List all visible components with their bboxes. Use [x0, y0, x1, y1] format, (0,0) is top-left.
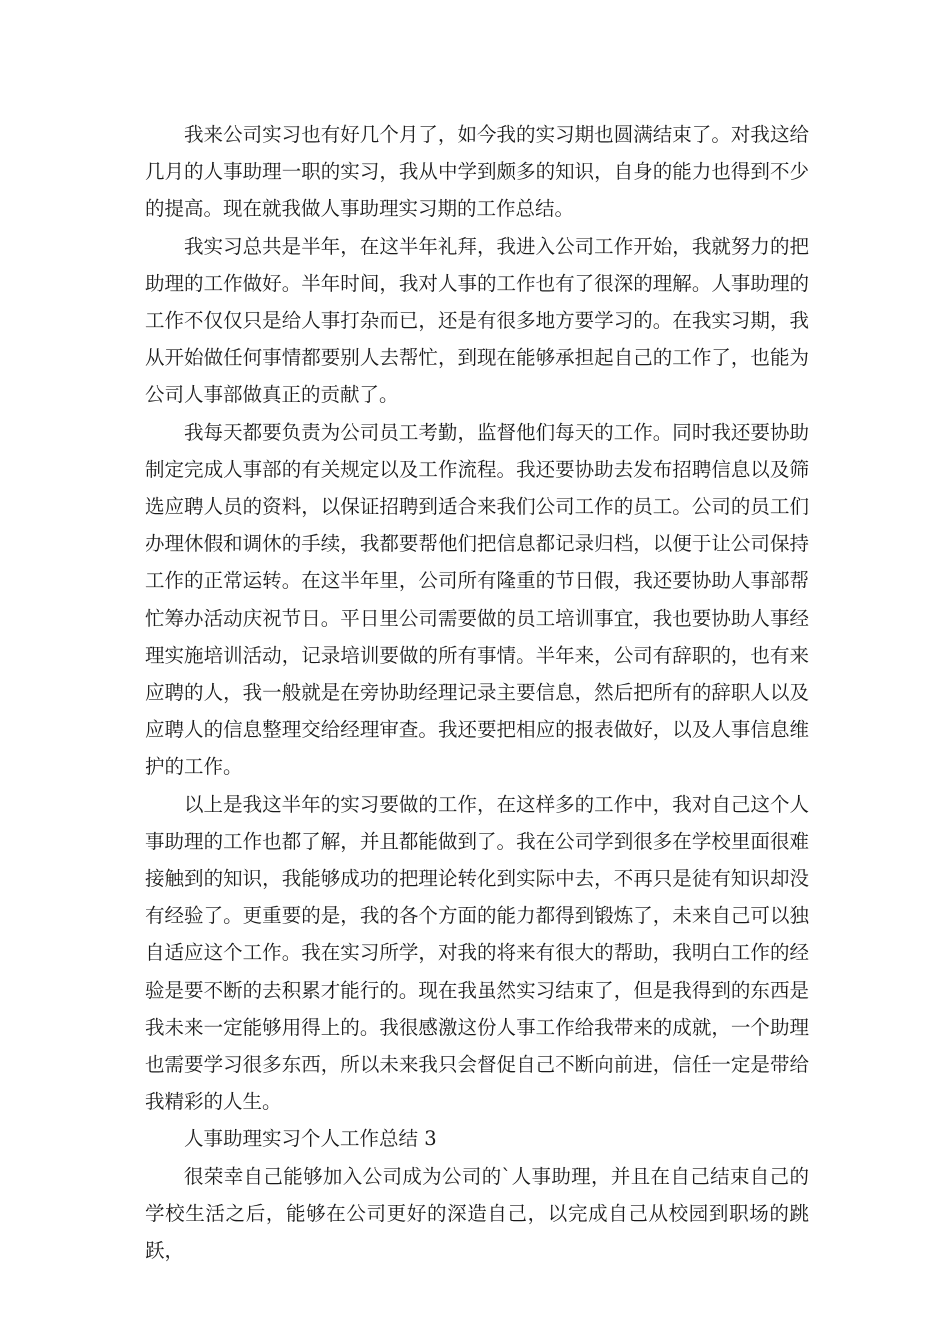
paragraph-2: 我实习总共是半年，在这半年礼拜，我进入公司工作开始，我就努力的把助理的工作做好。半年时间，我对人事的工作也有了很深的理解。人事助理的工作不仅仅只是给人事打杂而已，还是有很多地方要学习的。在我实习期，我从开始做任何事情都要别人去帮忙，到现在能够承担起自己的工作了，也能为公司人事部做真正的贡献了。: [145, 234, 809, 407]
paragraph-1: 我来公司实习也有好几个月了，如今我的实习期也圆满结束了。对我这给几月的人事助理一职的实习，我从中学到颇多的知识，自身的能力也得到不少的提高。现在就我做人事助理实习期的工作总结。: [145, 123, 809, 221]
section-heading: 人事助理实习个人工作总结 3: [184, 1127, 437, 1151]
paragraph-4: 以上是我这半年的实习要做的工作，在这样多的工作中，我对自己这个人事助理的工作也都了解，并且都能做到了。我在公司学到很多在学校里面很难接触到的知识，我能够成功的把理论转化到实际中去，不再只是徒有知识却没有经验了。更重要的是，我的各个方面的能力都得到锻炼了，未来自己可以独自适应这个工作。我在实习所学，对我的将来有很大的帮助，我明白工作的经验是要不断的去积累才能行的。现在我虽然实习结束了，但是我得到的东西是我未来一定能够用得上的。我很感激这份人事工作给我带来的成就，一个助理也需要学习很多东西，所以未来我只会督促自己不断向前进，信任一定是带给我精彩的人生。: [145, 792, 809, 1114]
document-body: [145, 116, 809, 1269]
paragraph-5: 很荣幸自己能够加入公司成为公司的`人事助理，并且在自己结束自己的学校生活之后，能够在公司更好的深造自己，以完成自己从校园到职场的跳跃，: [145, 1164, 809, 1263]
paragraph-3: 我每天都要负责为公司员工考勤，监督他们每天的工作。同时我还要协助制定完成人事部的有关规定以及工作流程。我还要协助去发布招聘信息以及筛选应聘人员的资料，以保证招聘到适合来我们公司工作的员工。公司的员工们办理休假和调休的手续，我都要帮他们把信息都记录归档，以便于让公司保持工作的正常运转。在这半年里，公司所有隆重的节日假，我还要协助人事部帮忙筹办活动庆祝节日。平日里公司需要做的员工培训事宜，我也要协助人事经理实施培训活动，记录培训要做的所有事情。半年来，公司有辞职的，也有来应聘的人，我一般就是在旁协助经理记录主要信息，然后把所有的辞职人以及应聘人的信息整理交给经理审查。我还要把相应的报表做好，以及人事信息维护的工作。: [145, 420, 809, 779]
